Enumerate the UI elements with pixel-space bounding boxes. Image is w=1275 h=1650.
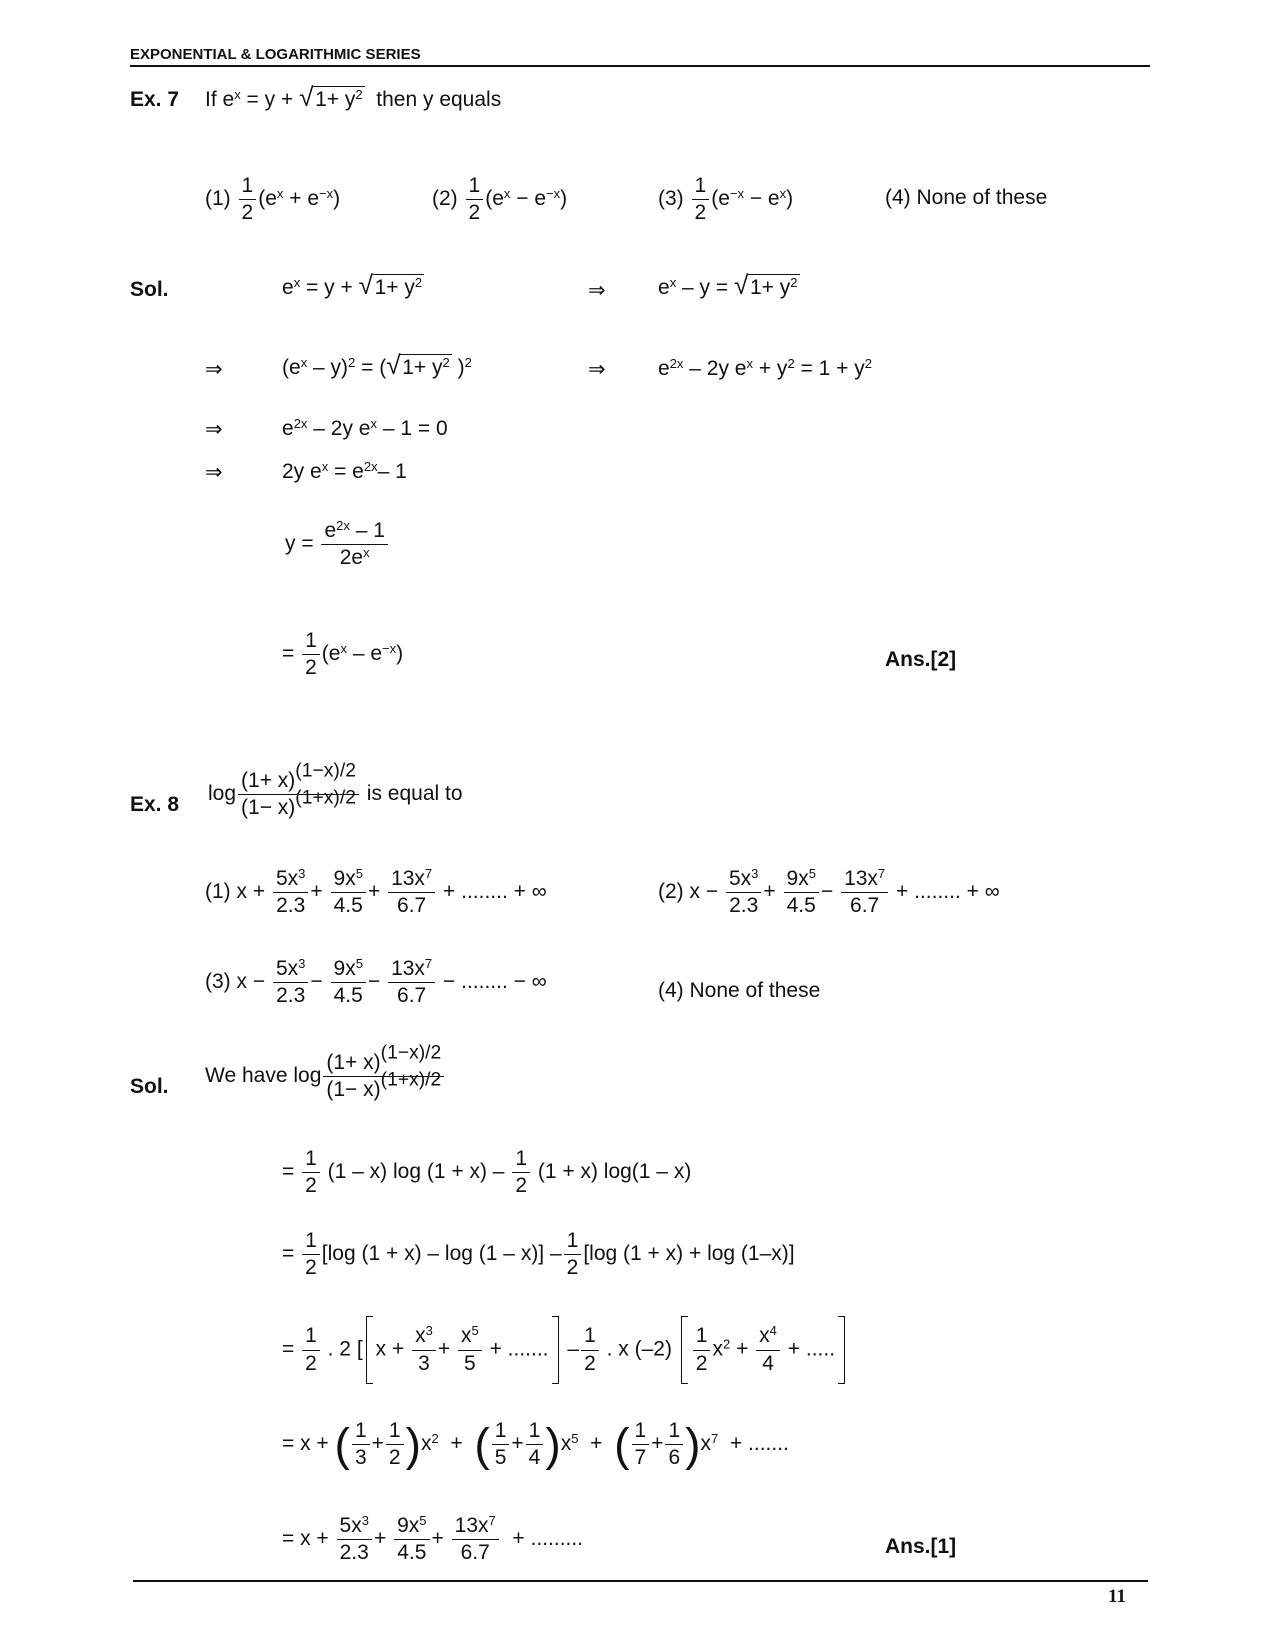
ex7-option-4: (4) None of these [885,186,1048,209]
ex8-sol-intro: We have log $\frac{(1+ x)^{(1-x)/2}}{(1- x)^{(1+x)/2}}$ [205,1052,446,1101]
ex7-sol-line1-right: $e^x$ – y = √ $1+ y^2$ [658,270,798,300]
ex8-option-4: (4) None of these [658,979,821,1002]
ex8-solution-label: Sol. [130,1075,169,1098]
ex8-answer: Ans.[1] [885,1535,957,1558]
ex7-sol-line6: = $\frac{1}{2}$ $(e^x - e^{-x})$ [282,629,404,680]
ex7-solution-label: Sol. [130,278,169,301]
ex8-sol-step2: = $\frac{1}{2}$ [log (1 + x) – log (1 – x)] – $\frac{1}{2}$ [log (1 + x) + log (1–x)] [282,1229,795,1280]
square-root: √ $1+ y^2$ [299,82,363,112]
example-8-question: log $\frac{(1+ x)^{(1-x)/2}}{(1- x)^{(1+x)/2}}$ is equal to [208,760,463,820]
ex7-sol-line2-right: $e^{2x} - 2y$ $e^x + y^2 = 1 + y^2$ [658,355,872,380]
ex7-sol-line5: y = $\frac{e^{2x} - 1}{2e^x}$ [285,520,390,569]
implies-arrow: ⇒ [205,418,223,441]
ex7-option-1: (1) $\frac{1}{2}$ $(e^x + e^{-x})$ [205,174,341,225]
running-header: EXPONENTIAL & LOGARITHMIC SERIES [130,46,421,63]
example-7-label: Ex. 7 [130,88,180,111]
ex7-answer: Ans.[2] [885,648,957,671]
implies-arrow: ⇒ [205,461,223,484]
header-rule [130,65,1150,67]
ex8-sol-step3: = $\frac{1}{2}$ . 2 [ x + $\frac{x^3}{3}$ + $\frac{x^5}{5}$ + ....... – $\frac{1}{2}$ . x (–2) $\frac{1}{2}$ $x^2$ + $\frac{x^4}{4}$ + ..... [282,1316,848,1384]
implies-arrow: ⇒ [205,358,223,381]
ex7-sol-line3: $e^{2x} - 2y$ $e^x - 1 = 0$ [282,415,448,440]
implies-arrow: ⇒ [588,279,606,302]
ex8-option-3: (3) x − $\frac{5x^3}{2.3}$ − $\frac{9x^5}{4.5}$ − $\frac{13x^7}{6.7}$ − ........ − ∞ [205,955,547,1008]
ex7-sol-line2-left: $(e^x - y)^2$ = ( √ $1+ y^2$ )$^2$ [282,350,472,380]
ex8-sol-step5: = x + $\frac{5x^3}{2.3}$ + $\frac{9x^5}{4.5}$ + $\frac{13x^7}{6.7}$ + ......... [282,1512,584,1565]
ex8-option-2: (2) x − $\frac{5x^3}{2.3}$ + $\frac{9x^5}{4.5}$ − $\frac{13x^7}{6.7}$ + ........ + ∞ [658,865,1000,918]
ex7-option-2: (2) $\frac{1}{2}$ $(e^x - e^{-x})$ [432,174,568,225]
ex8-sol-step1: = $\frac{1}{2}$ (1 – x) log (1 + x) – $\frac{1}{2}$ (1 + x) log(1 – x) [282,1147,692,1198]
ex8-option-1: (1) x + $\frac{5x^3}{2.3}$ + $\frac{9x^5}{4.5}$ + $\frac{13x^7}{6.7}$ + ........ + ∞ [205,865,547,918]
page-number: 11 [1108,1586,1126,1607]
ex8-sol-step4: = x + ( $\frac{1}{3}$ + $\frac{1}{2}$ )$x^2$ + ( $\frac{1}{5}$ + $\frac{1}{4}$ )$x^5$ + ( $\frac{1}{7}$ + $\frac{1}{6}$ )$x^7$ + ....... [282,1418,789,1471]
ex7-sol-line1-left: $e^x = y$ + √ $1+ y^2$ [282,270,423,300]
footer-rule [133,1580,1148,1582]
example-8-label: Ex. 8 [130,793,180,816]
example-7-question: If $e^x = y$ + √ $1+ y^2$ then y equals [205,82,502,112]
ex7-sol-line4: 2y $e^x = e^{2x}-$ 1 [282,458,407,483]
ex7-option-3: (3) $\frac{1}{2}$ $(e^{-x} - e^x)$ [658,174,794,225]
implies-arrow: ⇒ [588,358,606,381]
